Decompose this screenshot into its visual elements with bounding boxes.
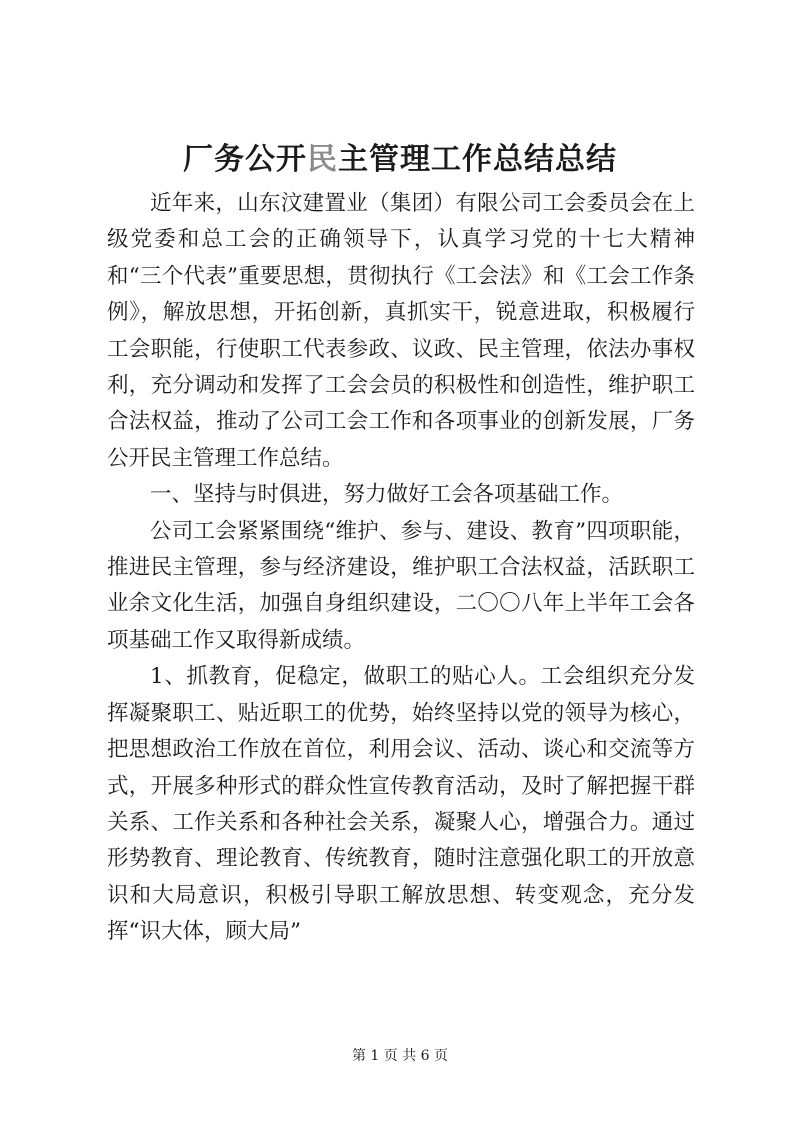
paragraph-item-1: 1、抓教育，促稳定，做职工的贴心人。工会组织充分发挥凝聚职工、贴近职工的优势，始终坚持以党的领导为核心，把思想政治工作放在首位，利用会议、活动、谈心和交流等方式，开展多种形式的群众性宣传教育活动，及时了解把握干群关系、工作关系和各种社会关系，凝聚人心，增强合力。通过形势教育、理论教育、传统教育，随时注意强化职工的开放意识和大局意识，积极引导职工解放思想、转变观念，充分发挥“识大体，顾大局” xyxy=(107,664,695,945)
title-text-part1: 厂务公开 xyxy=(183,142,307,177)
document-body xyxy=(107,186,695,951)
paragraph-intro: 近年来，山东汶建置业（集团）有限公司工会委员会在上级党委和总工会的正确领导下，认真学习党的十七大精神和“三个代表”重要思想，贯彻执行《工会法》和《工会工作条例》，解放思想，开拓创新，真抓实干，锐意进取，积极履行工会职能，行使职工代表参政、议政、民主管理，依法办事权利，充分调动和发挥了工会会员的积极性和创造性，维护职工合法权益，推动了公司工会工作和各项事业的创新发展，厂务公开民主管理工作总结。 xyxy=(107,191,695,471)
title-text-part2: 主管理工作总结总结 xyxy=(338,142,617,177)
paragraph-section-heading: 一、坚持与时俱进，努力做好工会各项基础工作。 xyxy=(150,482,624,508)
document-title xyxy=(0,138,800,182)
page-number-footer: 第 1 页 共 6 页 xyxy=(351,1048,449,1064)
title-text-faded-char: 民 xyxy=(307,142,338,177)
paragraph-functions: 公司工会紧紧围绕“维护、参与、建设、教育”四项职能，推进民主管理，参与经济建设，维护职工合法权益，活跃职工业余文化生活，加强自身组织建设，二〇〇八年上半年工会各项基础工作又取得新成绩。 xyxy=(107,518,695,653)
